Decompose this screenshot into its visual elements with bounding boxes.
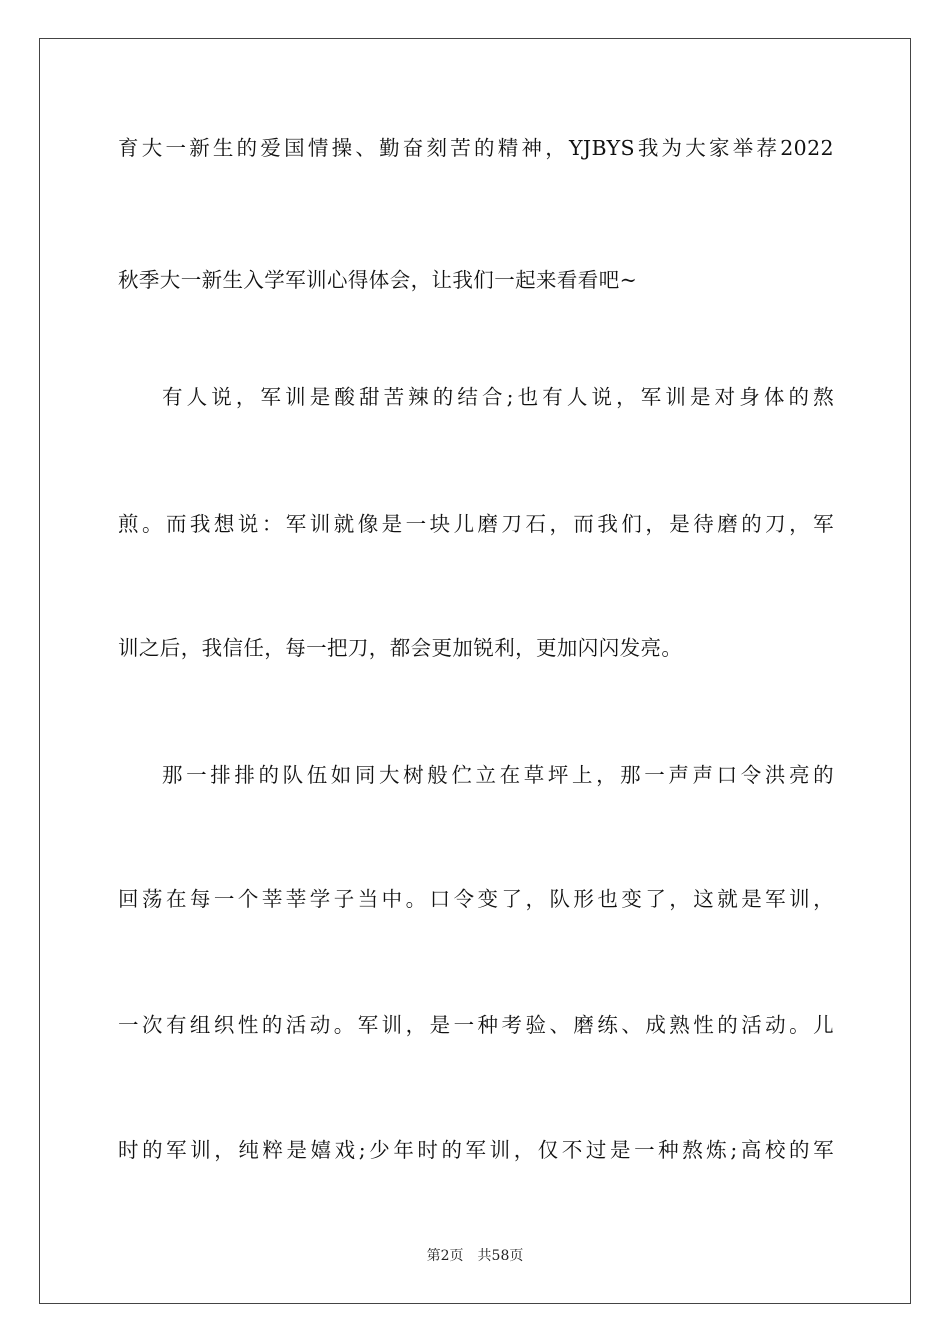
body-text-line: 训之后，我信任，每一把刀，都会更加锐利，更加闪闪发亮。	[118, 636, 683, 660]
page-border	[39, 38, 911, 1304]
body-text-line: 煎。而我想说：军训就像是一块儿磨刀石，而我们，是待磨的刀，军	[118, 512, 834, 536]
body-text-line: 育大一新生的爱国情操、勤奋刻苦的精神，YJBYS我为大家举荐2022	[118, 136, 834, 160]
body-text-line: 有人说，军训是酸甜苦辣的结合;也有人说，军训是对身体的熬	[162, 385, 834, 409]
body-text-line: 回荡在每一个莘莘学子当中。口令变了，队形也变了，这就是军训，	[118, 887, 834, 911]
page-footer	[0, 1247, 950, 1265]
body-text-line: 一次有组织性的活动。军训，是一种考验、磨练、成熟性的活动。儿	[118, 1013, 834, 1037]
page-number: 第2页	[426, 1248, 464, 1264]
body-text-line: 那一排排的队伍如同大树般伫立在草坪上，那一声声口令洪亮的	[162, 763, 834, 787]
body-text-line: 时的军训，纯粹是嬉戏;少年时的军训，仅不过是一种熬炼;高校的军	[118, 1138, 834, 1162]
page-total: 共58页	[477, 1248, 524, 1264]
body-text-line: 秋季大一新生入学军训心得体会，让我们一起来看看吧~	[118, 268, 638, 292]
